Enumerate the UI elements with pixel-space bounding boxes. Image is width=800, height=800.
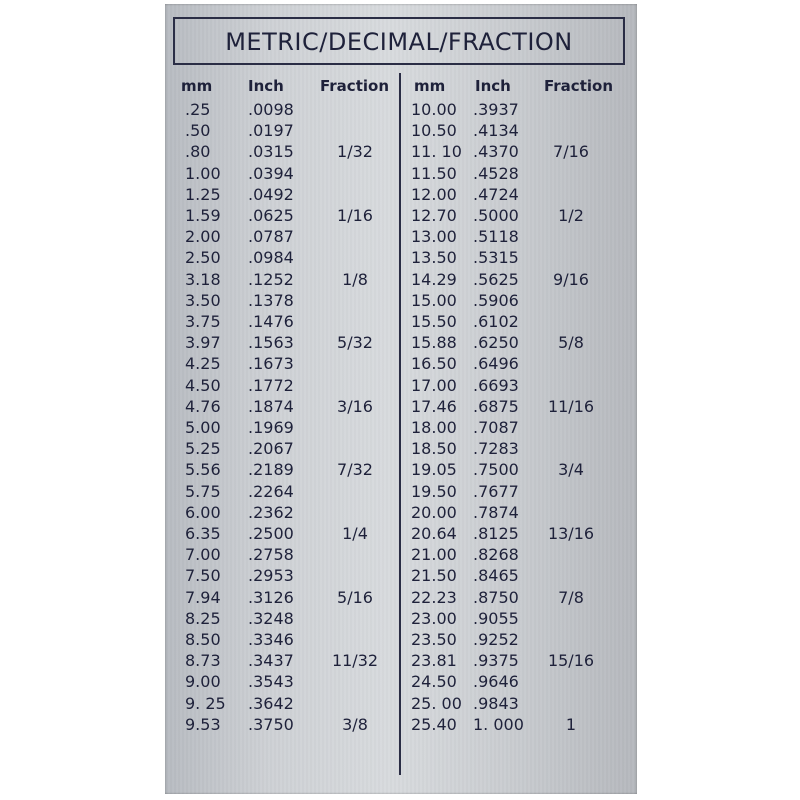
fraction-cell: 1/16 [337,206,373,225]
inch-cell: .6693 [473,375,519,395]
mm-cell: 3.97 [185,333,221,353]
mm-cell: 1.00 [185,163,221,183]
mm-cell: 24.50 [411,672,457,692]
mm-cell: 6.35 [185,524,221,543]
inch-cell: .0315 [248,142,294,162]
inch-cell: .3126 [248,587,294,607]
inch-cell: .3248 [248,608,294,628]
inch-cell: .2953 [248,566,294,586]
inch-cell: .0197 [248,121,294,141]
fraction-cell: 11/32 [331,651,379,671]
fraction-cell: 7/8 [558,587,584,607]
mm-cell: 19.05 [411,460,457,480]
inch-cell: .2189 [248,460,294,480]
mm-cell: 1.25 [185,184,221,204]
inch-cell: .0394 [248,163,294,183]
mm-cell: 11.50 [411,163,457,183]
header-inch-right: Inch [475,77,511,95]
fraction-cell: 1/2 [558,206,584,225]
inch-cell: .2264 [248,481,294,501]
mm-cell: 4.76 [185,396,221,416]
table-row [165,141,635,162]
header-inch-left: Inch [248,77,284,95]
header-fraction-left: Fraction [320,77,389,95]
inch-cell: .0492 [248,184,294,204]
inch-cell: .3437 [248,651,294,671]
conversion-chart-plate [165,4,637,794]
inch-cell: .1772 [248,375,294,395]
fraction-cell: 5/32 [337,333,373,353]
mm-cell: 8.50 [185,630,221,649]
inch-cell: .5906 [473,290,519,310]
inch-cell: .1969 [248,418,294,437]
inch-cell: .4370 [473,142,519,162]
table-row [165,226,635,247]
table-row [165,99,635,120]
mm-cell: 17.00 [411,375,457,395]
mm-cell: 18.50 [411,439,457,459]
fraction-cell: 15/16 [547,651,595,671]
inch-cell: .6496 [473,354,519,374]
inch-cell: .4134 [473,121,519,141]
mm-cell: 25.40 [411,714,457,734]
table-row [165,608,635,629]
fraction-cell: 5/8 [558,333,584,353]
mm-cell: 22.23 [411,587,457,607]
mm-cell: 3.75 [185,312,221,331]
table-row [165,714,635,735]
table-row [165,396,635,417]
mm-cell: 2.00 [185,227,221,247]
mm-cell: 25. 00 [411,693,462,713]
mm-cell: 9. 25 [185,693,226,713]
inch-cell: .3543 [248,672,294,692]
mm-cell: 8.73 [185,651,221,671]
inch-cell: .1563 [248,333,294,353]
fraction-cell: 13/16 [547,524,595,543]
inch-cell: .8125 [473,524,519,543]
fraction-cell: 7/16 [553,142,589,162]
table-row [165,481,635,502]
table-row [165,671,635,692]
fraction-cell: 7/32 [337,460,373,480]
inch-cell: .9252 [473,630,519,649]
inch-cell: .7283 [473,439,519,459]
mm-cell: 18.00 [411,418,457,437]
mm-cell: .25 [185,100,211,119]
inch-cell: .6102 [473,312,519,331]
mm-cell: 7.50 [185,566,221,586]
chart-title: METRIC/DECIMAL/FRACTION [173,17,625,65]
table-row [165,332,635,353]
inch-cell: .5118 [473,227,519,247]
table-row [165,269,635,290]
table-row [165,438,635,459]
inch-cell: .0787 [248,227,294,247]
mm-cell: 16.50 [411,354,457,374]
inch-cell: .7874 [473,502,519,522]
mm-cell: 21.00 [411,545,457,565]
fraction-cell: 3/16 [337,396,373,416]
mm-cell: 5.56 [185,460,221,480]
inch-cell: .2362 [248,502,294,522]
inch-cell: .7677 [473,481,519,501]
mm-cell: 9.00 [185,672,221,692]
fraction-cell: 5/16 [337,587,373,607]
inch-cell: .8465 [473,566,519,586]
mm-cell: 5.00 [185,418,221,437]
table-row [165,629,635,650]
inch-cell: .3346 [248,630,294,649]
inch-cell: .0625 [248,206,294,225]
mm-cell: 17.46 [411,396,457,416]
table-row [165,375,635,396]
mm-cell: 5.25 [185,439,221,459]
table-row [165,650,635,671]
inch-cell: .3937 [473,100,519,119]
mm-cell: 21.50 [411,566,457,586]
fraction-cell: 1 [565,714,577,734]
table-row [165,311,635,332]
inch-cell: .8750 [473,587,519,607]
header-mm-right: mm [414,77,446,95]
inch-cell: .9646 [473,672,519,692]
mm-cell: 10.50 [411,121,457,141]
inch-cell: .7500 [473,460,519,480]
inch-cell: 1. 000 [473,714,524,734]
mm-cell: 1.59 [185,206,221,225]
mm-cell: 9.53 [185,714,221,734]
mm-cell: 23.00 [411,608,457,628]
fraction-cell: 1/4 [342,524,368,543]
inch-cell: .1673 [248,354,294,374]
mm-cell: 23.50 [411,630,457,649]
fraction-cell: 9/16 [553,269,589,289]
mm-cell: 4.25 [185,354,221,374]
inch-cell: .2067 [248,439,294,459]
mm-cell: 13.50 [411,248,457,268]
table-row [165,353,635,374]
table-row [165,502,635,523]
table-row [165,205,635,226]
mm-cell: 3.50 [185,290,221,310]
fraction-cell: 3/8 [342,714,368,734]
table-row [165,587,635,608]
table-row [165,290,635,311]
mm-cell: 20.00 [411,502,457,522]
table-row [165,459,635,480]
inch-cell: .1874 [248,396,294,416]
inch-cell: .5315 [473,248,519,268]
mm-cell: 19.50 [411,481,457,501]
table-row [165,184,635,205]
header-fraction-right: Fraction [544,77,613,95]
mm-cell: 15.00 [411,290,457,310]
mm-cell: 15.88 [411,333,457,353]
mm-cell: 8.25 [185,608,221,628]
mm-cell: 7.94 [185,587,221,607]
table-row [165,163,635,184]
inch-cell: .9055 [473,608,519,628]
inch-cell: .4724 [473,184,519,204]
inch-cell: .7087 [473,418,519,437]
fraction-cell: 11/16 [547,396,595,416]
inch-cell: .9375 [473,651,519,671]
inch-cell: .3750 [248,714,294,734]
fraction-cell: 3/4 [558,460,584,480]
inch-cell: .2758 [248,545,294,565]
mm-cell: 10.00 [411,100,457,119]
inch-cell: .1252 [248,269,294,289]
mm-cell: 2.50 [185,248,221,268]
inch-cell: .8268 [473,545,519,565]
inch-cell: .3642 [248,693,294,713]
inch-cell: .2500 [248,524,294,543]
inch-cell: .0984 [248,248,294,268]
mm-cell: .50 [185,121,211,141]
inch-cell: .0098 [248,100,294,119]
table-row [165,544,635,565]
table-row [165,565,635,586]
table-row [165,693,635,714]
mm-cell: 12.70 [411,206,457,225]
mm-cell: 23.81 [411,651,457,671]
inch-cell: .5625 [473,269,519,289]
mm-cell: 5.75 [185,481,221,501]
table-row [165,523,635,544]
fraction-cell: 1/8 [342,269,368,289]
mm-cell: 4.50 [185,375,221,395]
mm-cell: 15.50 [411,312,457,331]
fraction-cell: 1/32 [337,142,373,162]
inch-cell: .9843 [473,693,519,713]
mm-cell: 11. 10 [411,142,462,162]
table-row [165,417,635,438]
mm-cell: 3.18 [185,269,221,289]
inch-cell: .6875 [473,396,519,416]
mm-cell: 14.29 [411,269,457,289]
mm-cell: 6.00 [185,502,221,522]
mm-cell: 7.00 [185,545,221,565]
inch-cell: .1476 [248,312,294,331]
table-row [165,120,635,141]
inch-cell: .1378 [248,290,294,310]
inch-cell: .4528 [473,163,519,183]
inch-cell: .6250 [473,333,519,353]
mm-cell: 12.00 [411,184,457,204]
table-row [165,247,635,268]
mm-cell: 13.00 [411,227,457,247]
inch-cell: .5000 [473,206,519,225]
header-mm-left: mm [181,77,213,95]
mm-cell: 20.64 [411,524,457,543]
mm-cell: .80 [185,142,211,162]
